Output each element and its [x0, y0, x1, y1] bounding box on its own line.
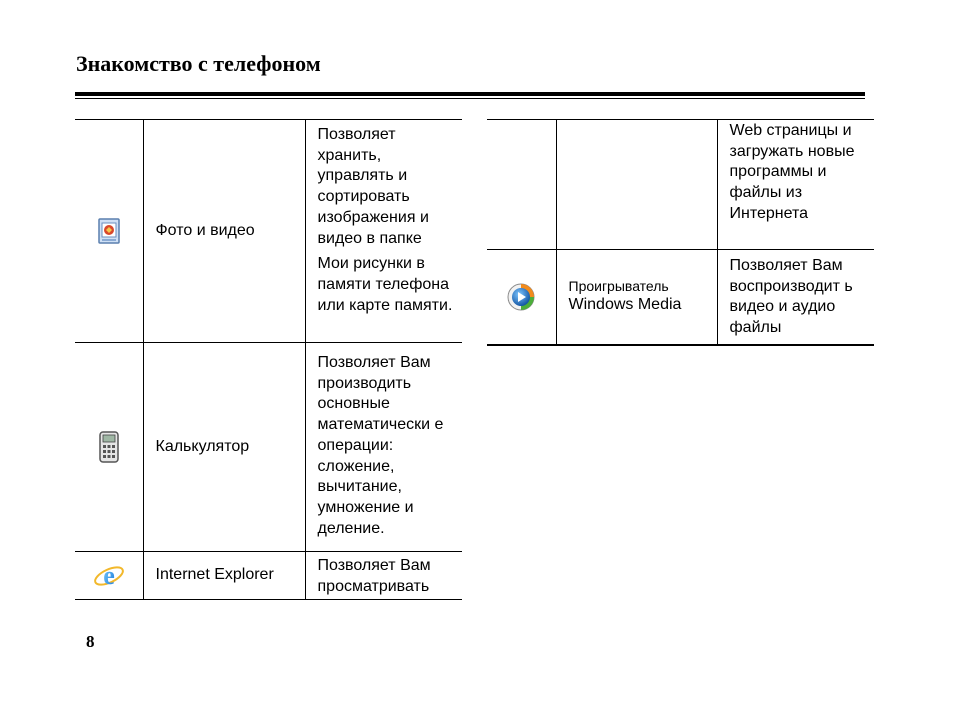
photo-frame-icon — [98, 218, 120, 244]
function-description — [305, 343, 462, 552]
description-paragraph: Позволяет хранить, управлять и сортировать изображения и видео в папке — [317, 126, 429, 247]
icon-cell — [75, 552, 143, 600]
table-row — [487, 120, 874, 250]
function-description — [305, 120, 462, 343]
table-row — [75, 552, 462, 600]
windows-media-player-icon — [507, 283, 535, 311]
function-description — [305, 552, 462, 600]
right-function-table — [487, 119, 874, 346]
page-number: 8 — [86, 632, 95, 651]
header-rule-thick — [75, 92, 865, 96]
function-name: Калькулятор — [143, 343, 305, 552]
function-name-line: Windows Media — [568, 296, 682, 314]
table-row — [487, 250, 874, 345]
description-paragraph: Позволяет Вам просматривать — [317, 557, 431, 595]
internet-explorer-icon — [93, 560, 125, 592]
description-paragraph: Позволяет Вам производить основные математически е операции: сложение, вычитание, умножение и деление. — [317, 354, 444, 537]
icon-cell — [75, 343, 143, 552]
description-paragraph: Мои рисунки в памяти телефона или карте памяти. — [317, 255, 453, 314]
icon-cell — [75, 120, 143, 343]
svg-text:e: e — [102, 560, 115, 590]
icon-cell — [487, 250, 556, 345]
function-description — [717, 120, 874, 250]
function-name: Фото и видео — [143, 120, 305, 343]
header-rule-thin — [75, 98, 865, 99]
calculator-icon — [99, 431, 119, 463]
function-name — [556, 250, 717, 345]
table-row — [75, 343, 462, 552]
description-paragraph: Позволяет Вам воспроизводит ь видео и аудио файлы — [729, 257, 853, 337]
function-name — [556, 120, 717, 250]
left-function-table — [75, 119, 462, 600]
function-name: Internet Explorer — [143, 552, 305, 600]
table-row — [75, 120, 462, 343]
icon-cell — [487, 120, 556, 250]
description-paragraph: Web страницы и загружать новые программы и файлы из Интернета — [729, 122, 855, 222]
page-title: Знакомство с телефоном — [76, 51, 321, 76]
function-description — [717, 250, 874, 345]
function-name-line: Проигрыватель — [568, 278, 669, 295]
